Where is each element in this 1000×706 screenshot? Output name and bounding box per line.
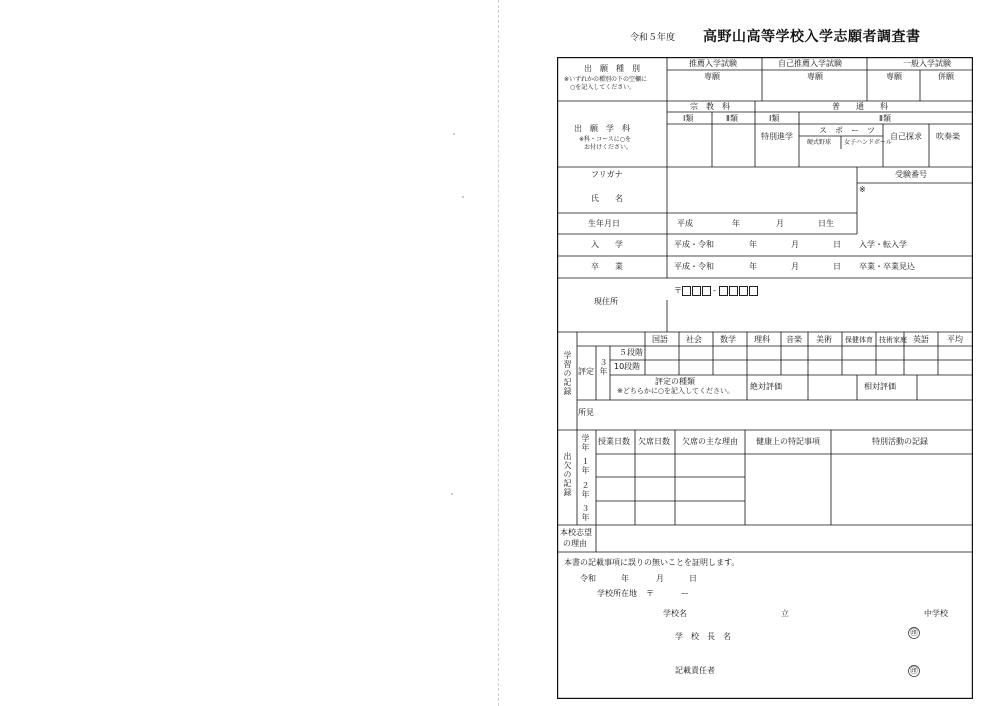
postal-digit-box[interactable] [719, 286, 728, 296]
postal-digit-box[interactable] [682, 286, 691, 296]
special-advance-course: 特別進学 [761, 132, 793, 141]
school-postal-dash: ー [681, 589, 689, 598]
class-days-header: 授業日数 [598, 437, 630, 446]
grad-month: 月 [791, 262, 799, 271]
self-recommend-exam-label: 自己推薦入学試験 [778, 59, 842, 68]
application-type-note-1: ※いずれかの種別の下の空欄に [564, 76, 648, 83]
grade1-label: １年 [581, 457, 590, 475]
religion-type2: Ⅱ類 [726, 114, 738, 123]
scale5-label: ５段階 [619, 348, 643, 357]
scale10-label: 10段階 [614, 362, 641, 371]
scan-speck [453, 133, 455, 135]
senngan-self-recommend: 専願 [807, 72, 823, 81]
application-form [557, 57, 973, 699]
subject-header: 技術家庭 [879, 336, 907, 344]
school-name-label: 学校名 [663, 609, 687, 618]
subject-header: 英語 [913, 335, 929, 344]
school-address-label: 学校所在地 [597, 589, 637, 598]
ritsu-label: 立 [781, 609, 789, 618]
attendance-section-label: 出欠の記録 [563, 452, 572, 497]
department-label: 出 願 学 科 [574, 124, 630, 133]
birthdate-label: 生年月日 [588, 219, 620, 228]
subject-header: 数学 [720, 335, 736, 344]
school-postal-mark: 〒 [646, 589, 654, 598]
grad-label: 卒 業 [591, 262, 623, 271]
health-notes-header: 健康上の特記事項 [756, 437, 820, 446]
birth-day: 日生 [818, 219, 834, 228]
application-type-note-2: ○を記入してください。 [570, 84, 636, 91]
senngan-recommend: 専願 [704, 72, 720, 81]
recorder-seal: ㊞ [910, 666, 918, 675]
rating-type-label: 評定の種類 [655, 377, 695, 386]
postal-digit-box[interactable] [729, 286, 738, 296]
postal-digit-box[interactable] [749, 286, 758, 296]
exam-number-mark: ※ [859, 185, 866, 194]
certification-statement: 本書の記載事項に誤りの無いことを証明します。 [564, 558, 740, 567]
enroll-status: 入学・転入学 [859, 240, 907, 249]
principal-seal: ㊞ [910, 628, 918, 637]
brass-band-course: 吹奏楽 [936, 132, 960, 141]
academic-section-label: 学習の記録 [563, 351, 572, 396]
address-label: 現住所 [594, 297, 618, 306]
exam-number-label: 受験番号 [895, 170, 927, 179]
subject-header: 国語 [652, 335, 668, 344]
rating-type-note: ※どちらかに○を記入してください。 [617, 387, 734, 395]
subject-header: 平均 [947, 335, 963, 344]
grad-era: 平成・令和 [674, 262, 714, 271]
postal-digit-box[interactable] [692, 286, 701, 296]
rating-label: 評定 [578, 367, 594, 376]
scan-speck [462, 196, 464, 198]
remarks-label: 所見 [578, 408, 594, 417]
cert-era: 令和 [580, 574, 596, 583]
absent-days-header: 欠席日数 [638, 437, 670, 446]
cert-year: 年 [621, 574, 629, 583]
subject-header: 保健体育 [845, 336, 873, 344]
cert-day: 日 [689, 574, 697, 583]
era-year: 令和５年度 [630, 33, 676, 43]
self-inquiry-course: 自己探求 [890, 132, 922, 141]
general-course: 普 通 科 [832, 102, 888, 111]
scan-speck [451, 493, 453, 495]
absolute-rating: 絶対評価 [750, 382, 782, 391]
reason-label-2: の理由 [563, 539, 587, 548]
grad-year: 年 [749, 262, 757, 271]
birth-month: 月 [776, 219, 784, 228]
grade-header: 学年 [581, 434, 590, 452]
grade2-label: ２年 [581, 481, 590, 499]
recommend-exam-label: 推薦入学試験 [689, 59, 737, 68]
grad-day: 日 [833, 262, 841, 271]
religion-course: 宗 教 科 [690, 102, 730, 111]
page-fold-line [498, 0, 499, 706]
application-type-label: 出 願 種 別 [584, 64, 640, 73]
absence-reason-header: 欠席の主な理由 [682, 437, 738, 446]
general-exam-label: 一般入学試験 [903, 59, 951, 68]
grade3-label: ３年 [599, 358, 608, 376]
cert-month: 月 [656, 574, 664, 583]
subject-header: 理科 [754, 335, 770, 344]
postal-mark: 〒 [674, 286, 682, 295]
reason-label-1: 本校志望 [560, 528, 592, 537]
baseball-course: 硬式野球 [807, 139, 832, 146]
relative-rating: 相対評価 [864, 382, 896, 391]
furigana-label: フリガナ [591, 170, 623, 179]
sports-course: ス ポ ー ツ [819, 126, 875, 135]
enroll-month: 月 [791, 240, 799, 249]
handball-course: 女子ハンドボール [844, 139, 892, 146]
enroll-era: 平成・令和 [674, 240, 714, 249]
postal-digit-box[interactable] [702, 286, 711, 296]
subject-header: 音楽 [786, 335, 802, 344]
subject-header: 社会 [686, 335, 702, 344]
birth-era: 平成 [677, 219, 693, 228]
general-type1: Ⅰ類 [769, 114, 780, 123]
postal-dash: - [713, 286, 716, 295]
grad-status: 卒業・卒業見込 [859, 262, 915, 271]
enroll-label: 入 学 [591, 240, 623, 249]
heigan-general: 併願 [938, 72, 954, 81]
enroll-day: 日 [833, 240, 841, 249]
form-grid [557, 57, 973, 699]
enroll-year: 年 [749, 240, 757, 249]
religion-type1: Ⅰ類 [683, 114, 694, 123]
postal-digit-box[interactable] [739, 286, 748, 296]
special-activities-header: 特別活動の記録 [872, 437, 928, 446]
form-title: 高野山高等学校入学志願者調査書 [703, 29, 921, 45]
subject-header: 美術 [816, 335, 832, 344]
middle-school-label: 中学校 [924, 609, 948, 618]
department-note-2: お付けください。 [584, 144, 633, 151]
principal-label: 学 校 長 名 [675, 632, 731, 641]
department-note-1: ※科・コースに○を [579, 136, 631, 143]
grade3-attendance-label: ３年 [581, 504, 590, 522]
name-label: 氏 名 [591, 194, 623, 203]
recorder-label: 記載責任者 [675, 666, 715, 675]
general-type2: Ⅱ類 [879, 114, 891, 123]
senngan-general: 専願 [886, 72, 902, 81]
birth-year: 年 [732, 219, 740, 228]
